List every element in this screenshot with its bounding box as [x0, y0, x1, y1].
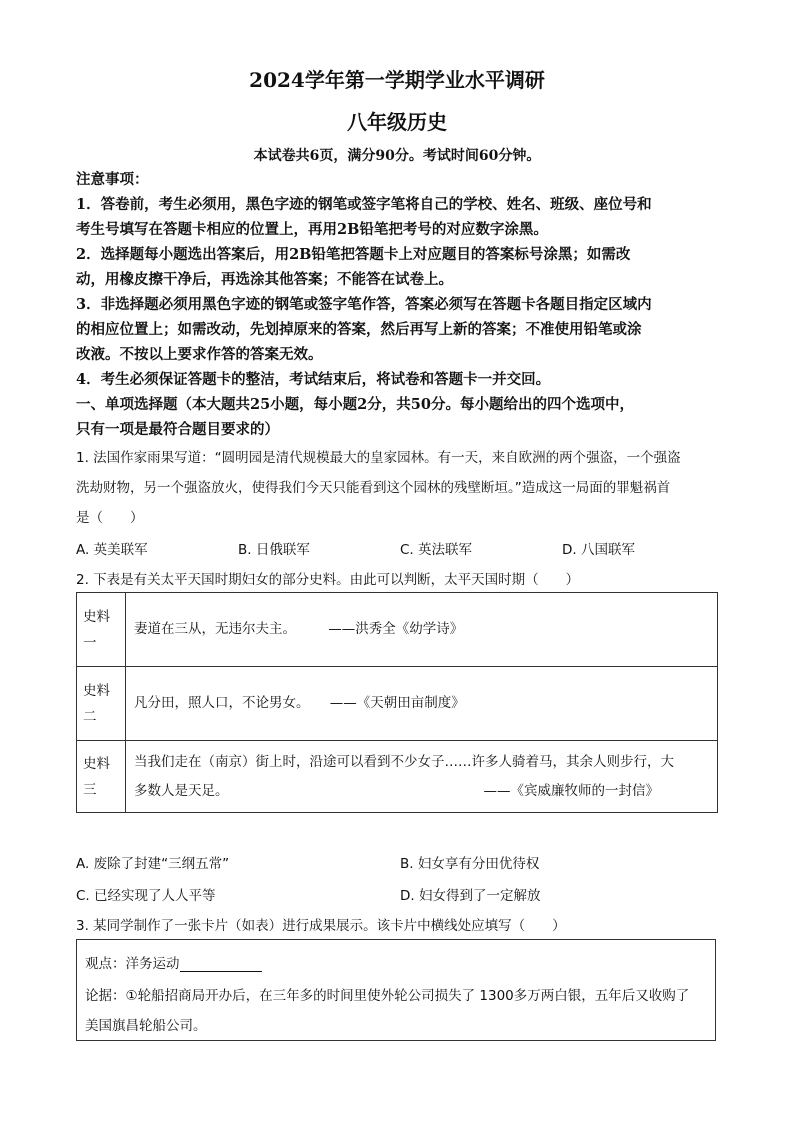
exam-info: 本试卷共6页，满分90分。考试时间60分钟。	[253, 148, 541, 164]
card-evidence: 论据：①轮船招商局开办后，在三年多的时间里使外轮公司损失了 1300多万两白银，五年后又收购了	[85, 988, 690, 1004]
notice-line: 2．选择题每小题选出答案后，用2B铅笔把答题卡上对应题目的答案标号涂黑；如需改	[76, 246, 631, 263]
result-card	[76, 939, 716, 1041]
notice-line: 3．非选择题必须用黑色字迹的钢笔或签字笔作答，答案必须写在答题卡各题目指定区域内	[76, 296, 652, 313]
source-attribution: ——《天朝田亩制度》	[329, 695, 465, 711]
source-label: 史料一	[77, 593, 126, 667]
question-1-stem: 洗劫财物，另一个强盗放火，使得我们今天只能看到这个园林的残壁断垣。”造成这一局面的罪魁祸首	[76, 480, 671, 496]
q2-option-d[interactable]: D. 妇女得到了一定解放	[400, 888, 541, 904]
source-quote: 当我们走在（南京）街上时，沿途可以看到不少女子……许多人骑着马，其余人则步行，大	[134, 753, 674, 770]
source-table	[76, 592, 718, 813]
notice-line: 的相应位置上；如需改动，先划掉原来的答案，然后再写上新的答案；不准使用铅笔或涂	[76, 321, 642, 338]
section-heading-cont: 只有一项是最符合题目要求的）	[76, 421, 279, 438]
q2-option-b[interactable]: B. 妇女享有分田优待权	[400, 856, 540, 872]
card-evidence-cont: 美国旗昌轮船公司。	[85, 1018, 207, 1034]
source-quote: 凡分田，照人口，不论男女。	[134, 695, 310, 711]
source-text	[126, 741, 718, 813]
q1-option-a[interactable]: A. 英美联军	[76, 542, 148, 558]
source-text	[126, 593, 718, 667]
source-text	[126, 667, 718, 741]
card-viewpoint: 观点：洋务运动	[85, 952, 262, 972]
table-row	[77, 593, 718, 667]
section-heading: 一、单项选择题（本大题共25小题，每小题2分，共50分。每小题给出的四个选项中，	[76, 396, 634, 413]
notice-line: 改液。不按以上要求作答的答案无效。	[76, 346, 323, 363]
notice-heading: 注意事项：	[76, 171, 149, 188]
answer-blank[interactable]	[180, 957, 262, 972]
question-1-stem: 1. 法国作家雨果写道：“圆明园是清代规模最大的皇家园林。有一天，来自欧洲的两个强盗，一个强盗	[76, 450, 681, 466]
q1-option-d[interactable]: D. 八国联军	[562, 542, 635, 558]
source-quote: 妻道在三从，无违尔夫主。	[134, 621, 296, 637]
source-attribution: ——洪秀全《幼学诗》	[328, 621, 464, 637]
exam-title: 2024学年第一学期学业水平调研	[249, 68, 545, 92]
table-row	[77, 667, 718, 741]
source-label: 史料三	[77, 741, 126, 813]
notice-line: 1．答卷前，考生必须用，黑色字迹的钢笔或签字笔将自己的学校、姓名、班级、座位号和	[76, 196, 652, 213]
source-quote-cont: 多数人是天足。 ——《宾威廉牧师的一封信》	[134, 777, 709, 806]
exam-subject: 八年级历史	[347, 110, 447, 134]
table-row	[77, 741, 718, 813]
q2-option-a[interactable]: A. 废除了封建“三纲五常”	[76, 856, 230, 872]
q1-option-c[interactable]: C. 英法联军	[400, 542, 473, 558]
question-1-stem: 是（ ）	[76, 510, 144, 526]
q2-option-c[interactable]: C. 已经实现了人人平等	[76, 888, 216, 904]
notice-line: 动，用橡皮擦干净后，再选涂其他答案；不能答在试卷上。	[76, 271, 453, 288]
question-3-stem: 3. 某同学制作了一张卡片（如表）进行成果展示。该卡片中横线处应填写（ ）	[76, 918, 566, 934]
source-attribution: ——《宾威廉牧师的一封信》	[483, 782, 659, 799]
source-label: 史料二	[77, 667, 126, 741]
question-2-stem: 2. 下表是有关太平天国时期妇女的部分史料。由此可以判断，太平天国时期（ ）	[76, 572, 580, 588]
q1-option-b[interactable]: B. 日俄联军	[238, 542, 310, 558]
notice-line: 考生号填写在答题卡相应的位置上，再用2B铅笔把考号的对应数字涂黑。	[76, 221, 548, 238]
notice-line: 4．考生必须保证答题卡的整洁，考试结束后，将试卷和答题卡一并交回。	[76, 371, 551, 388]
